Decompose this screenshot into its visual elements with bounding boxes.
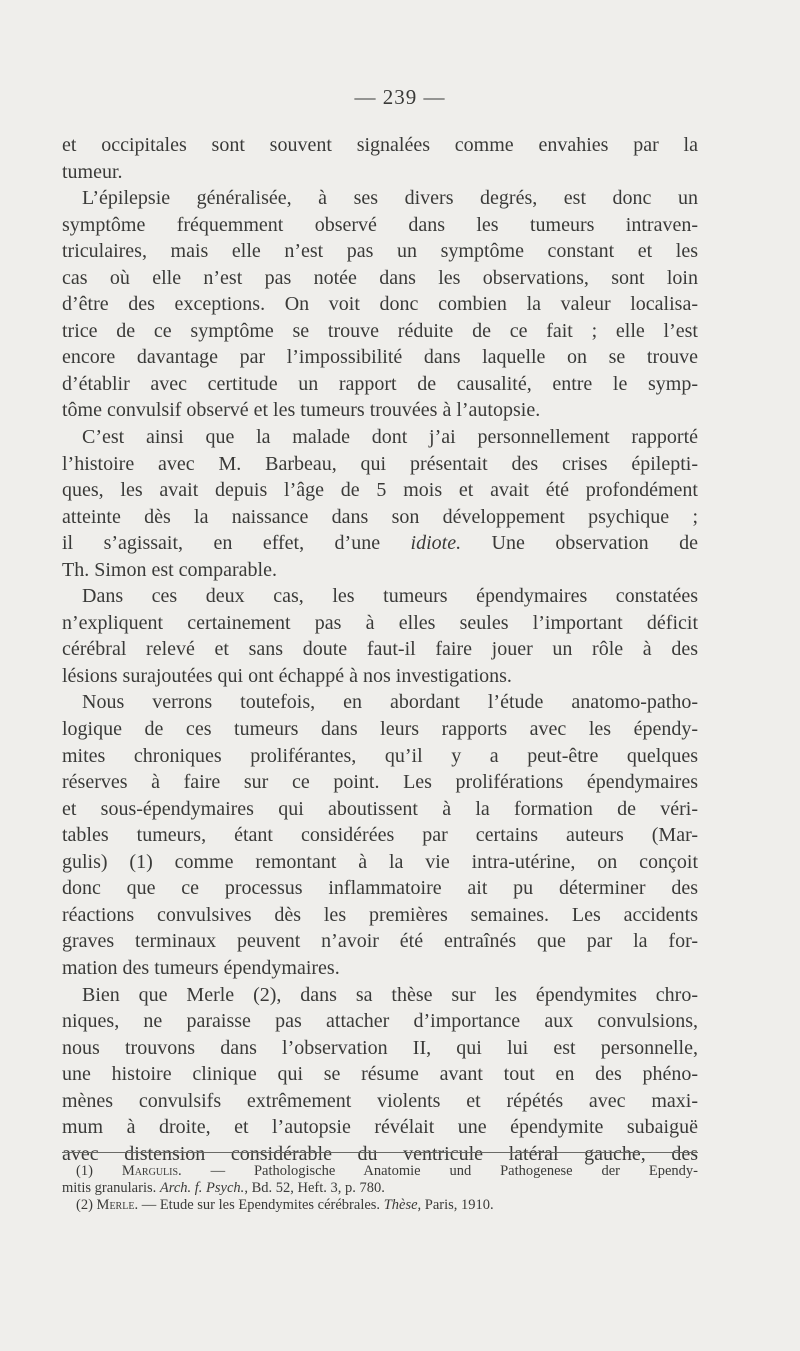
- text-line: cérébral relevé et sans doute faut-il faire jouer un rôle à des: [62, 638, 698, 661]
- text-line: logique de ces tumeurs dans leurs rapports avec les épendy-: [62, 718, 698, 741]
- text-line: et occipitales sont souvent signalées comme envahies par la: [62, 134, 698, 156]
- text-line: mation des tumeurs épendymaires.: [62, 956, 340, 979]
- italic-word: idiote.: [410, 532, 462, 555]
- footnote-2-author: Merle: [96, 1197, 135, 1213]
- footnote-1-journal: Arch. f. Psych.: [159, 1180, 245, 1196]
- text-line: mènes convulsifs extrêmement violents et répétés avec maxi-: [62, 1089, 698, 1112]
- text-line: encore davantage par l’impossibilité dans laquelle on se trouve: [62, 346, 698, 369]
- text-line: donc que ce processus inflammatoire ait pu déterminer des: [62, 877, 698, 900]
- text-line: ques, les avait depuis l’âge de 5 mois et avait été profondément: [62, 479, 698, 502]
- text-line: tumeur.: [62, 160, 123, 183]
- text-line: Nous verrons toutefois, en abordant l’étude anatomo-patho-: [82, 691, 698, 714]
- footnote-divider: [62, 1152, 698, 1153]
- text-line: L’épilepsie généralisée, à ses divers degrés, est donc un: [82, 187, 698, 210]
- text-line: nous trouvons dans l’observation II, qui lui est personnelle,: [62, 1036, 698, 1059]
- text-line: d’être des exceptions. On voit donc combien la valeur localisa-: [62, 293, 698, 316]
- text-line: C’est ainsi que la malade dont j’ai personnellement rapporté: [82, 426, 698, 449]
- text-line: Dans ces deux cas, les tumeurs épendymaires constatées: [82, 585, 698, 608]
- footnote-2-these: Thèse,: [383, 1197, 422, 1213]
- text-line: cas où elle n’est pas notée dans les observations, sont loin: [62, 266, 698, 289]
- text-line: tôme convulsif observé et les tumeurs trouvées à l’autopsie.: [62, 399, 541, 422]
- text-line: et sous-épendymaires qui aboutissent à la formation de véri-: [62, 797, 698, 820]
- footnote-1-line-1: (1) Margulis. — Pathologische Anatomie und Pathogenese der Ependy-: [76, 1163, 698, 1179]
- text-line: n’expliquent certainement pas à elles seules l’important déficit: [62, 611, 698, 634]
- text-line: mum à droite, et l’autopsie révélait une épendymite subaiguë: [62, 1116, 698, 1139]
- text-line: symptôme fréquemment observé dans les tumeurs intraven-: [62, 213, 698, 236]
- footnotes: [62, 1163, 698, 1214]
- body-text: [62, 132, 698, 1167]
- text-line: Th. Simon est comparable.: [62, 558, 277, 581]
- text-line: réserves à faire sur ce point. Les proliférations épendymaires: [62, 771, 698, 794]
- text-line: trice de ce symptôme se trouve réduite de ce fait ; elle l’est: [62, 319, 698, 342]
- text-line: triculaires, mais elle n’est pas un symptôme constant et les: [62, 240, 698, 263]
- text-line: Bien que Merle (2), dans sa thèse sur les épendymites chro-: [82, 983, 698, 1006]
- text-line: mites chroniques proliférantes, qu’il y a peut-être quelques: [62, 744, 698, 767]
- text-line: atteinte dès la naissance dans son développement psychique ;: [62, 505, 698, 528]
- footnote-1-line-2: mitis granularis. Arch. f. Psych., Bd. 52, Heft. 3, p. 780.: [62, 1180, 385, 1196]
- page-number: — 239 —: [354, 85, 446, 109]
- text-line: l’histoire avec M. Barbeau, qui présentait des crises épilepti-: [62, 452, 698, 475]
- footnote-2: (2) Merle. — Etude sur les Ependymites cérébrales. Thèse, Paris, 1910.: [76, 1197, 494, 1213]
- text-line: il s’agissait, en effet, d’une idiote. Une observation de: [62, 532, 698, 555]
- text-line: avec distension considérable du ventricule latéral gauche, des: [62, 1142, 698, 1165]
- footnote-1-author: Margulis: [121, 1163, 179, 1179]
- text-line: graves terminaux peuvent n’avoir été entraînés que par la for-: [62, 930, 698, 953]
- text-line: réactions convulsives dès les premières semaines. Les accidents: [62, 903, 698, 926]
- text-line: tables tumeurs, étant considérées par certains auteurs (Mar-: [62, 824, 698, 847]
- text-line: niques, ne paraisse pas attacher d’importance aux convulsions,: [62, 1010, 698, 1033]
- text-line: lésions surajoutées qui ont échappé à nos investigations.: [62, 664, 512, 687]
- text-line: gulis) (1) comme remontant à la vie intra-utérine, on conçoit: [62, 850, 698, 873]
- text-line: une histoire clinique qui se résume avant tout en des phéno-: [62, 1063, 698, 1086]
- text-line: d’établir avec certitude un rapport de causalité, entre le symp-: [62, 372, 698, 395]
